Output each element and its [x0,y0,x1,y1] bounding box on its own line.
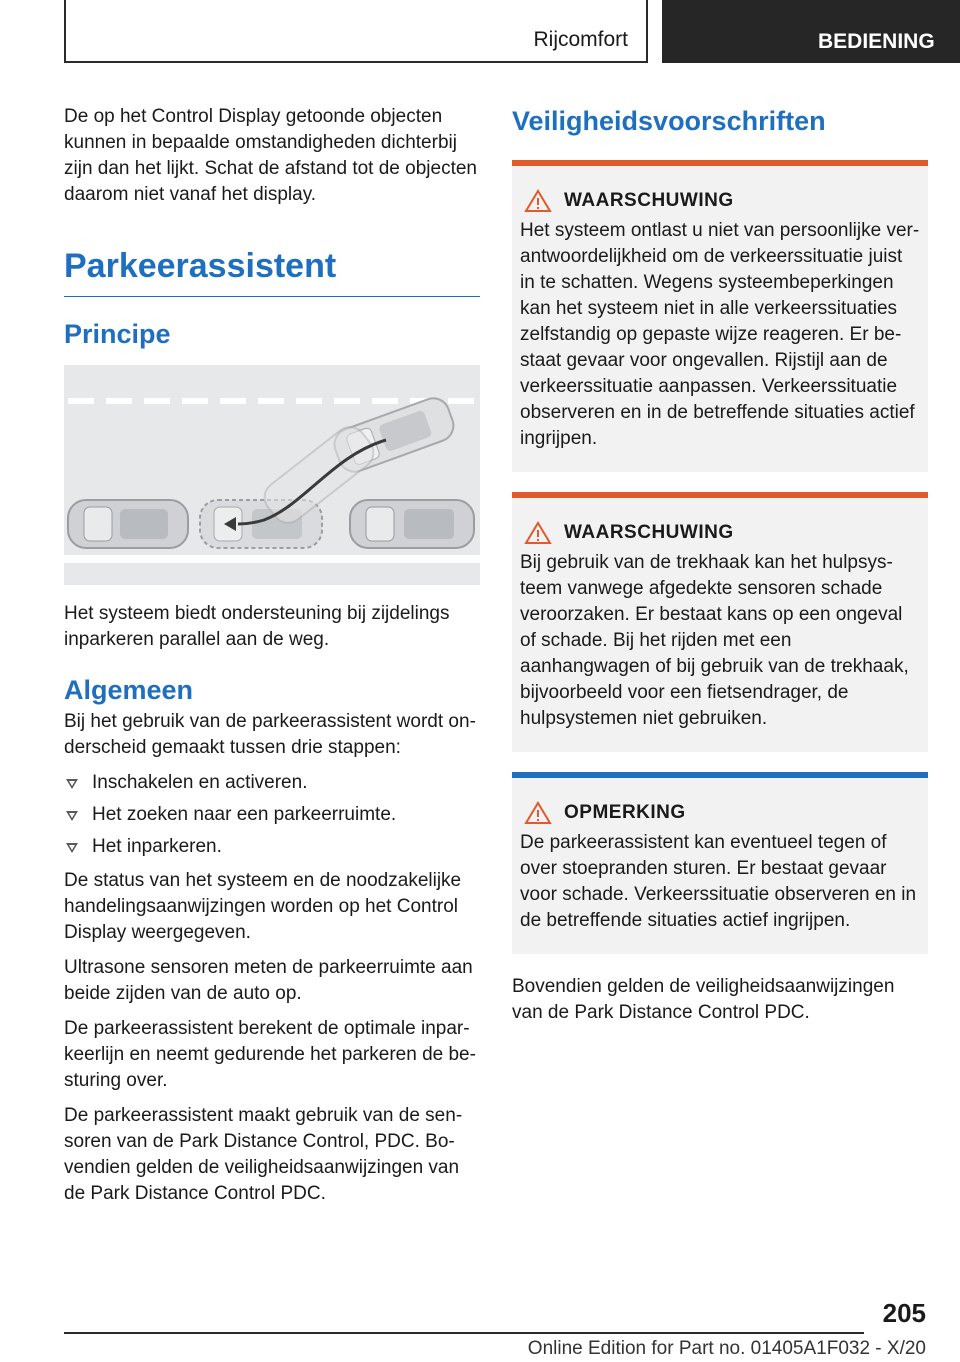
parked-car-left [68,500,188,548]
closing-paragraph: Bovendien gelden de veiligheidsaanwijzingen van de Park Distance Control PDC. [512,976,895,1023]
warning-triangle-icon [524,521,552,545]
callout-text: Het systeem ontlast u niet van persoonlijke verantwoordelijkheid om de verkeerssituatie juist in te schatten. Wegens systeembeperkingen kan het systeem niet in alle verkeerssituaties zelfstandig op gepaste wijze reageren. Er bestaat gevaar voor ongevallen. Rijstijl aan de verkeerssituatie aanpassen. Verkeerssituatie observeren en in de betreffende situaties actief ingrijpen. [520,220,920,449]
right-column [512,104,928,1035]
steps-list [64,770,480,860]
list-item: Inschakelen en activeren. [64,770,480,796]
list-item: Het zoeken naar een parkeerruimte. [64,802,480,828]
page-number: 205 [882,1298,926,1328]
triangle-bullet-icon [66,779,78,789]
body-paragraph: De parkeerassistent berekent de optimale inparkeerlijn en neemt gedurende het parkeren de besturing over. [64,1018,476,1091]
callout-title: WAARSCHUWING [564,522,734,543]
callout-text: De parkeerassistent kan eventueel tegen of over stoepranden sturen. Er bestaat gevaar voor schade. Verkeerssituatie observeren en in de betreffende situaties actief ingrijpen. [520,832,917,931]
general-intro: Bij het gebruik van de parkeerassistent wordt onderscheid gemaakt tussen drie stappen: [64,711,476,758]
parking-diagram [64,365,480,585]
left-column [64,104,480,1216]
parking-illustration [64,365,480,585]
lane-markings [68,398,474,404]
list-item: Het inparkeren. [64,834,480,860]
callout-title: WAARSCHUWING [564,190,734,211]
principle-text: Het systeem biedt ondersteuning bij zijdelings inparkeren parallel aan de weg. [64,603,450,650]
callout-title: OPMERKING [564,802,686,823]
body-paragraph: De status van het systeem en de noodzakelijke handelingsaanwijzingen worden op het Control Display weergegeven. [64,870,462,943]
general-title: Algemeen [64,675,194,705]
parked-car-right [350,500,474,548]
warning-callout [512,160,928,472]
header-section-box [64,0,648,63]
safety-title: Veiligheidsvoorschriften [512,106,826,136]
note-callout [512,772,928,954]
triangle-bullet-icon [66,843,78,853]
page-heading: Parkeerassistent [64,246,480,297]
warning-triangle-icon [524,801,552,825]
chapter-tab: BEDIENING [662,0,960,63]
callout-text: Bij gebruik van de trekhaak kan het hulpsysteem vanwege afgedekte sensoren schade veroorzaken. Er bestaat kans op een ongeval of schade. Bij het rijden met een aanhangwagen of bij gebruik van de trekhaak, bijvoorbeeld voor een fietsendrager, de hulpsystemen niet gebruiken. [520,552,909,729]
curb-line [64,555,480,563]
body-paragraph: Ultrasone sensoren meten de parkeerruimte aan beide zijden van de auto op. [64,957,473,1004]
principle-title: Principe [64,319,171,349]
warning-callout [512,492,928,752]
edition-footer: Online Edition for Part no. 01405A1F032 - X/20 [527,1338,926,1359]
section-title: Rijcomfort [533,28,628,51]
footer-divider [64,1332,864,1334]
body-paragraph: De parkeerassistent maakt gebruik van de sensoren van de Park Distance Control, PDC. Bovendien gelden de veiligheidsaanwijzingen van de Park Distance Control PDC. [64,1105,463,1204]
triangle-bullet-icon [66,811,78,821]
warning-triangle-icon [524,189,552,213]
intro-paragraph: De op het Control Display getoonde objecten kunnen in bepaalde omstandigheden dichterbij zijn dan het lijkt. Schat de afstand tot de objecten daarom niet vanaf het display. [64,106,477,205]
